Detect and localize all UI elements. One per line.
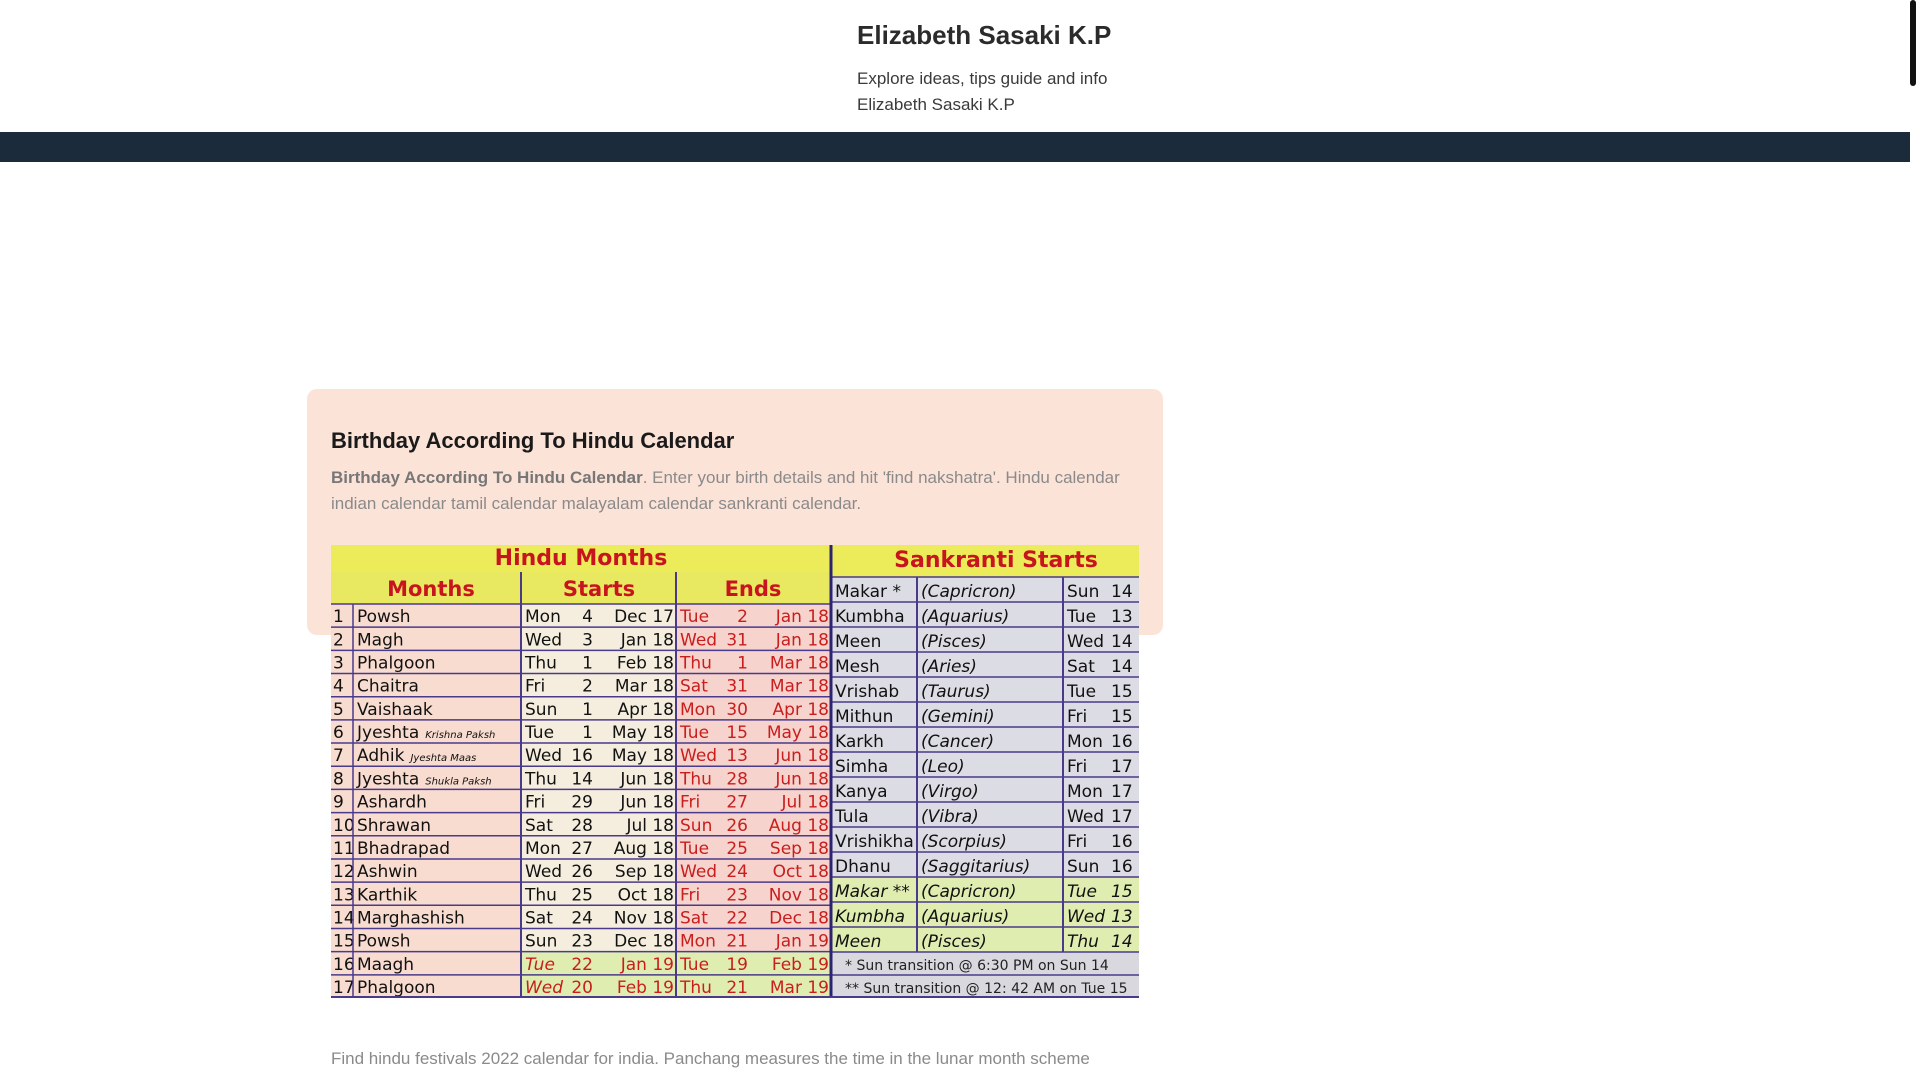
calendar-table-graphic: [331, 545, 1139, 998]
start-day: Sun: [525, 931, 558, 952]
start-day: Thu: [525, 769, 557, 790]
sankranti-sign: (Leo): [921, 757, 965, 777]
start-month: Aug 18: [613, 838, 674, 859]
start-date: 14: [571, 769, 593, 790]
sankranti-date: 17: [1111, 757, 1133, 777]
sankranti-date: 15: [1111, 707, 1133, 727]
month-name: Phalgoon: [357, 653, 436, 674]
end-date: 2: [737, 607, 748, 628]
start-day: Fri: [525, 676, 546, 697]
end-date: 30: [726, 699, 748, 720]
sankranti-sign: (Virgo): [921, 782, 979, 802]
sankranti-sign: (Vibra): [921, 807, 979, 827]
start-day: Sun: [525, 699, 558, 720]
sankranti-sign: (Capricron): [921, 582, 1017, 602]
end-month: Mar 18: [769, 676, 829, 697]
end-day: Thu: [680, 978, 712, 998]
start-month: Apr 18: [617, 699, 674, 720]
end-date: 27: [726, 792, 748, 813]
start-date: 29: [571, 792, 593, 813]
end-date: 13: [726, 746, 748, 767]
column-header: Starts: [562, 577, 636, 601]
main-navigation-bar: [0, 132, 1910, 162]
end-month: May 18: [766, 723, 829, 744]
end-date: 19: [726, 954, 748, 975]
sankranti-date: 16: [1111, 857, 1133, 877]
month-number: 5: [333, 699, 344, 720]
month-name: Shrawan: [357, 815, 432, 836]
month-number: 10: [333, 815, 355, 836]
month-name: Phalgoon: [357, 978, 436, 998]
end-day: Fri: [680, 792, 701, 813]
start-month: Jan 19: [620, 954, 674, 975]
end-day: Wed: [680, 746, 718, 767]
month-note: Shukla Paksh: [425, 776, 492, 788]
start-month: Oct 18: [617, 885, 674, 906]
sankranti-day: Wed: [1067, 632, 1105, 652]
start-day: Sat: [525, 908, 553, 929]
sankranti-date: 15: [1111, 682, 1133, 702]
end-month: Nov 18: [768, 885, 829, 906]
sankranti-day: Sun: [1067, 857, 1100, 877]
month-name: Marghashish: [357, 908, 465, 929]
end-month: Oct 18: [772, 862, 829, 883]
start-day: Fri: [525, 792, 546, 813]
month-number: 8: [333, 769, 344, 790]
start-date: 20: [571, 978, 593, 998]
sankranti-sign: (Gemini): [921, 707, 995, 727]
sankranti-day: Tue: [1067, 882, 1097, 902]
sankranti-name: Kanya: [835, 782, 888, 802]
start-date: 16: [571, 746, 593, 767]
end-month: Dec 18: [769, 908, 829, 929]
sankranti-date: 16: [1111, 832, 1133, 852]
end-date: 21: [726, 978, 748, 998]
month-number: 7: [333, 746, 344, 767]
month-name: Powsh: [357, 931, 411, 952]
month-name: Jyeshta Shukla Paksh: [357, 769, 492, 790]
end-date: 25: [726, 838, 748, 859]
start-date: 27: [571, 838, 593, 859]
post-body-text: Find hindu festivals 2022 calendar for india. Panchang measures the time in the lunar month scheme: [331, 1049, 1090, 1068]
month-name: Adhik Jyeshta Maas: [357, 746, 477, 767]
month-number: 9: [333, 792, 344, 813]
start-date: 3: [582, 630, 593, 651]
sankranti-name: Mesh: [835, 657, 880, 677]
end-date: 23: [726, 885, 748, 906]
start-date: 28: [571, 815, 593, 836]
end-day: Sat: [680, 676, 708, 697]
end-month: Mar 18: [769, 653, 829, 674]
sankranti-day: Thu: [1067, 932, 1099, 952]
sankranti-sign: (Aries): [921, 657, 977, 677]
sankranti-name: Makar **: [835, 882, 910, 902]
end-date: 22: [726, 908, 748, 929]
month-number: 14: [333, 908, 355, 929]
month-number: 2: [333, 630, 344, 651]
end-day: Tue: [680, 954, 710, 975]
start-day: Mon: [525, 838, 561, 859]
end-month: Jun 18: [775, 746, 829, 767]
start-date: 1: [582, 653, 593, 674]
start-date: 26: [571, 862, 593, 883]
sankranti-name: Kumbha: [835, 607, 905, 627]
month-number: 3: [333, 653, 344, 674]
month-number: 13: [333, 885, 355, 906]
site-branding: [857, 18, 1157, 118]
sankranti-sign: (Scorpius): [921, 832, 1007, 852]
sankranti-date: 13: [1111, 607, 1133, 627]
month-name: Bhadrapad: [357, 838, 451, 859]
end-month: Jan 19: [775, 931, 829, 952]
sankranti-sign: (Aquarius): [921, 907, 1010, 927]
sankranti-day: Fri: [1067, 832, 1088, 852]
end-date: 31: [726, 630, 748, 651]
month-number: 15: [333, 931, 355, 952]
end-date: 24: [726, 862, 748, 883]
end-month: Apr 18: [772, 699, 829, 720]
start-day: Tue: [525, 723, 555, 744]
start-month: Feb 19: [616, 978, 674, 998]
end-month: Aug 18: [768, 815, 829, 836]
end-day: Tue: [680, 838, 710, 859]
sankranti-sign: (Aquarius): [921, 607, 1010, 627]
sankranti-day: Wed: [1067, 807, 1105, 827]
end-month: Jul 18: [781, 792, 829, 813]
right-title: Sankranti Starts: [894, 548, 1098, 573]
start-day: Wed: [525, 630, 563, 651]
month-number: 16: [333, 954, 355, 975]
month-name: Jyeshta Krishna Paksh: [357, 723, 496, 744]
start-date: 22: [571, 954, 593, 975]
start-date: 4: [582, 607, 593, 628]
sankranti-day: Mon: [1067, 782, 1103, 802]
sankranti-name: Meen: [835, 632, 882, 652]
site-description: Explore ideas, tips guide and info Elizabeth Sasaki K.P: [857, 69, 1108, 114]
month-name: Maagh: [357, 954, 415, 975]
sankranti-sign: (Taurus): [921, 682, 991, 702]
sankranti-date: 14: [1111, 932, 1133, 952]
sankranti-name: Vrishab: [835, 682, 900, 702]
end-day: Tue: [680, 723, 710, 744]
start-month: Dec 17: [614, 607, 674, 628]
month-name: Ashwin: [357, 862, 418, 883]
end-day: Sat: [680, 908, 708, 929]
end-date: 28: [726, 769, 748, 790]
start-date: 2: [582, 676, 593, 697]
month-name: Chaitra: [357, 676, 419, 697]
footnote-text: * Sun transition @ 6:30 PM on Sun 14: [845, 958, 1109, 974]
sankranti-name: Simha: [835, 757, 889, 777]
site-header: [0, 0, 1910, 132]
end-day: Mon: [680, 931, 716, 952]
start-month: May 18: [611, 723, 674, 744]
sankranti-date: 14: [1111, 582, 1133, 602]
end-day: Fri: [680, 885, 701, 906]
sankranti-sign: (Saggitarius): [921, 857, 1031, 877]
sankranti-name: Vrishikha: [835, 832, 914, 852]
end-month: Jan 18: [775, 607, 829, 628]
post-title[interactable]: Birthday According To Hindu Calendar: [331, 428, 735, 453]
column-header: Months: [387, 577, 475, 601]
start-month: May 18: [611, 746, 674, 767]
sankranti-sign: (Capricron): [921, 882, 1017, 902]
end-day: Tue: [680, 607, 710, 628]
sankranti-name: Kumbha: [835, 907, 906, 927]
sankranti-day: Tue: [1067, 607, 1097, 627]
start-day: Tue: [525, 954, 555, 975]
start-month: Jun 18: [620, 792, 674, 813]
sankranti-date: 14: [1111, 632, 1133, 652]
sankranti-name: Tula: [835, 807, 869, 827]
post-excerpt-bold: Birthday According To Hindu Calendar: [331, 468, 643, 487]
sankranti-day: Sat: [1067, 657, 1095, 677]
sankranti-sign: (Pisces): [921, 932, 987, 952]
end-date: 26: [726, 815, 748, 836]
start-date: 25: [571, 885, 593, 906]
hindu-calendar-image: [331, 545, 1139, 998]
start-month: Jul 18: [626, 815, 674, 836]
month-number: 1: [333, 607, 344, 628]
sankranti-day: Mon: [1067, 732, 1103, 752]
month-number: 11: [333, 838, 355, 859]
site-title[interactable]: Elizabeth Sasaki K.P: [857, 20, 1112, 50]
month-name: Magh: [357, 630, 404, 651]
start-day: Wed: [525, 862, 563, 883]
end-date: 15: [726, 723, 748, 744]
end-month: Jun 18: [775, 769, 829, 790]
start-day: Thu: [525, 653, 557, 674]
sankranti-day: Wed: [1067, 907, 1106, 927]
start-month: Mar 18: [614, 676, 674, 697]
sankranti-date: 16: [1111, 732, 1133, 752]
column-header: Ends: [724, 577, 782, 601]
end-day: Thu: [680, 653, 712, 674]
sankranti-sign: (Pisces): [921, 632, 987, 652]
sankranti-name: Dhanu: [835, 857, 891, 877]
end-day: Thu: [680, 769, 712, 790]
month-number: 6: [333, 723, 344, 744]
month-name: Vaishaak: [357, 699, 433, 720]
footnote-text: ** Sun transition @ 12: 42 AM on Tue 15: [845, 981, 1128, 997]
end-month: Mar 19: [769, 978, 829, 998]
page-scrollbar[interactable]: [1910, 0, 1916, 86]
month-number: 17: [333, 978, 355, 998]
month-name: Karthik: [357, 885, 418, 906]
end-date: 31: [726, 676, 748, 697]
end-day: Sun: [680, 815, 713, 836]
sankranti-day: Tue: [1067, 682, 1097, 702]
end-day: Mon: [680, 699, 716, 720]
month-name: Ashardh: [357, 792, 427, 813]
start-date: 1: [582, 723, 593, 744]
start-month: Jan 18: [620, 630, 674, 651]
end-date: 1: [737, 653, 748, 674]
sankranti-date: 17: [1111, 807, 1133, 827]
sankranti-sign: (Cancer): [921, 732, 995, 752]
end-date: 21: [726, 931, 748, 952]
start-day: Mon: [525, 607, 561, 628]
month-note: Jyeshta Maas: [410, 753, 477, 765]
end-day: Wed: [680, 862, 718, 883]
month-number: 12: [333, 862, 355, 883]
sankranti-day: Fri: [1067, 707, 1088, 727]
start-day: Wed: [525, 978, 564, 998]
start-month: Feb 18: [616, 653, 674, 674]
end-month: Jan 18: [775, 630, 829, 651]
end-month: Feb 19: [771, 954, 829, 975]
left-title: Hindu Months: [494, 546, 668, 571]
sankranti-date: 17: [1111, 782, 1133, 802]
start-month: Sep 18: [614, 862, 674, 883]
sankranti-date: 14: [1111, 657, 1133, 677]
start-date: 24: [571, 908, 593, 929]
start-month: Jun 18: [620, 769, 674, 790]
post-excerpt-text: . Enter your birth details and hit 'find nakshatra'. Hindu calendar indian calendar tamil calendar malayalam calendar sankranti calendar.: [331, 468, 1120, 513]
start-day: Sat: [525, 815, 553, 836]
start-date: 23: [571, 931, 593, 952]
start-month: Dec 18: [614, 931, 674, 952]
sankranti-day: Fri: [1067, 757, 1088, 777]
end-month: Sep 18: [769, 838, 829, 859]
end-day: Wed: [680, 630, 718, 651]
start-day: Thu: [525, 885, 557, 906]
start-month: Nov 18: [613, 908, 674, 929]
sankranti-day: Sun: [1067, 582, 1100, 602]
month-number: 4: [333, 676, 344, 697]
start-day: Wed: [525, 746, 563, 767]
sankranti-name: Meen: [835, 932, 882, 952]
sankranti-name: Mithun: [835, 707, 894, 727]
sankranti-date: 13: [1111, 907, 1133, 927]
sankranti-name: Karkh: [835, 732, 884, 752]
start-date: 1: [582, 699, 593, 720]
sankranti-name: Makar *: [835, 582, 901, 602]
post-excerpt: [331, 465, 1131, 517]
month-name: Powsh: [357, 607, 411, 628]
month-note: Krishna Paksh: [425, 730, 496, 742]
sankranti-date: 15: [1111, 882, 1133, 902]
